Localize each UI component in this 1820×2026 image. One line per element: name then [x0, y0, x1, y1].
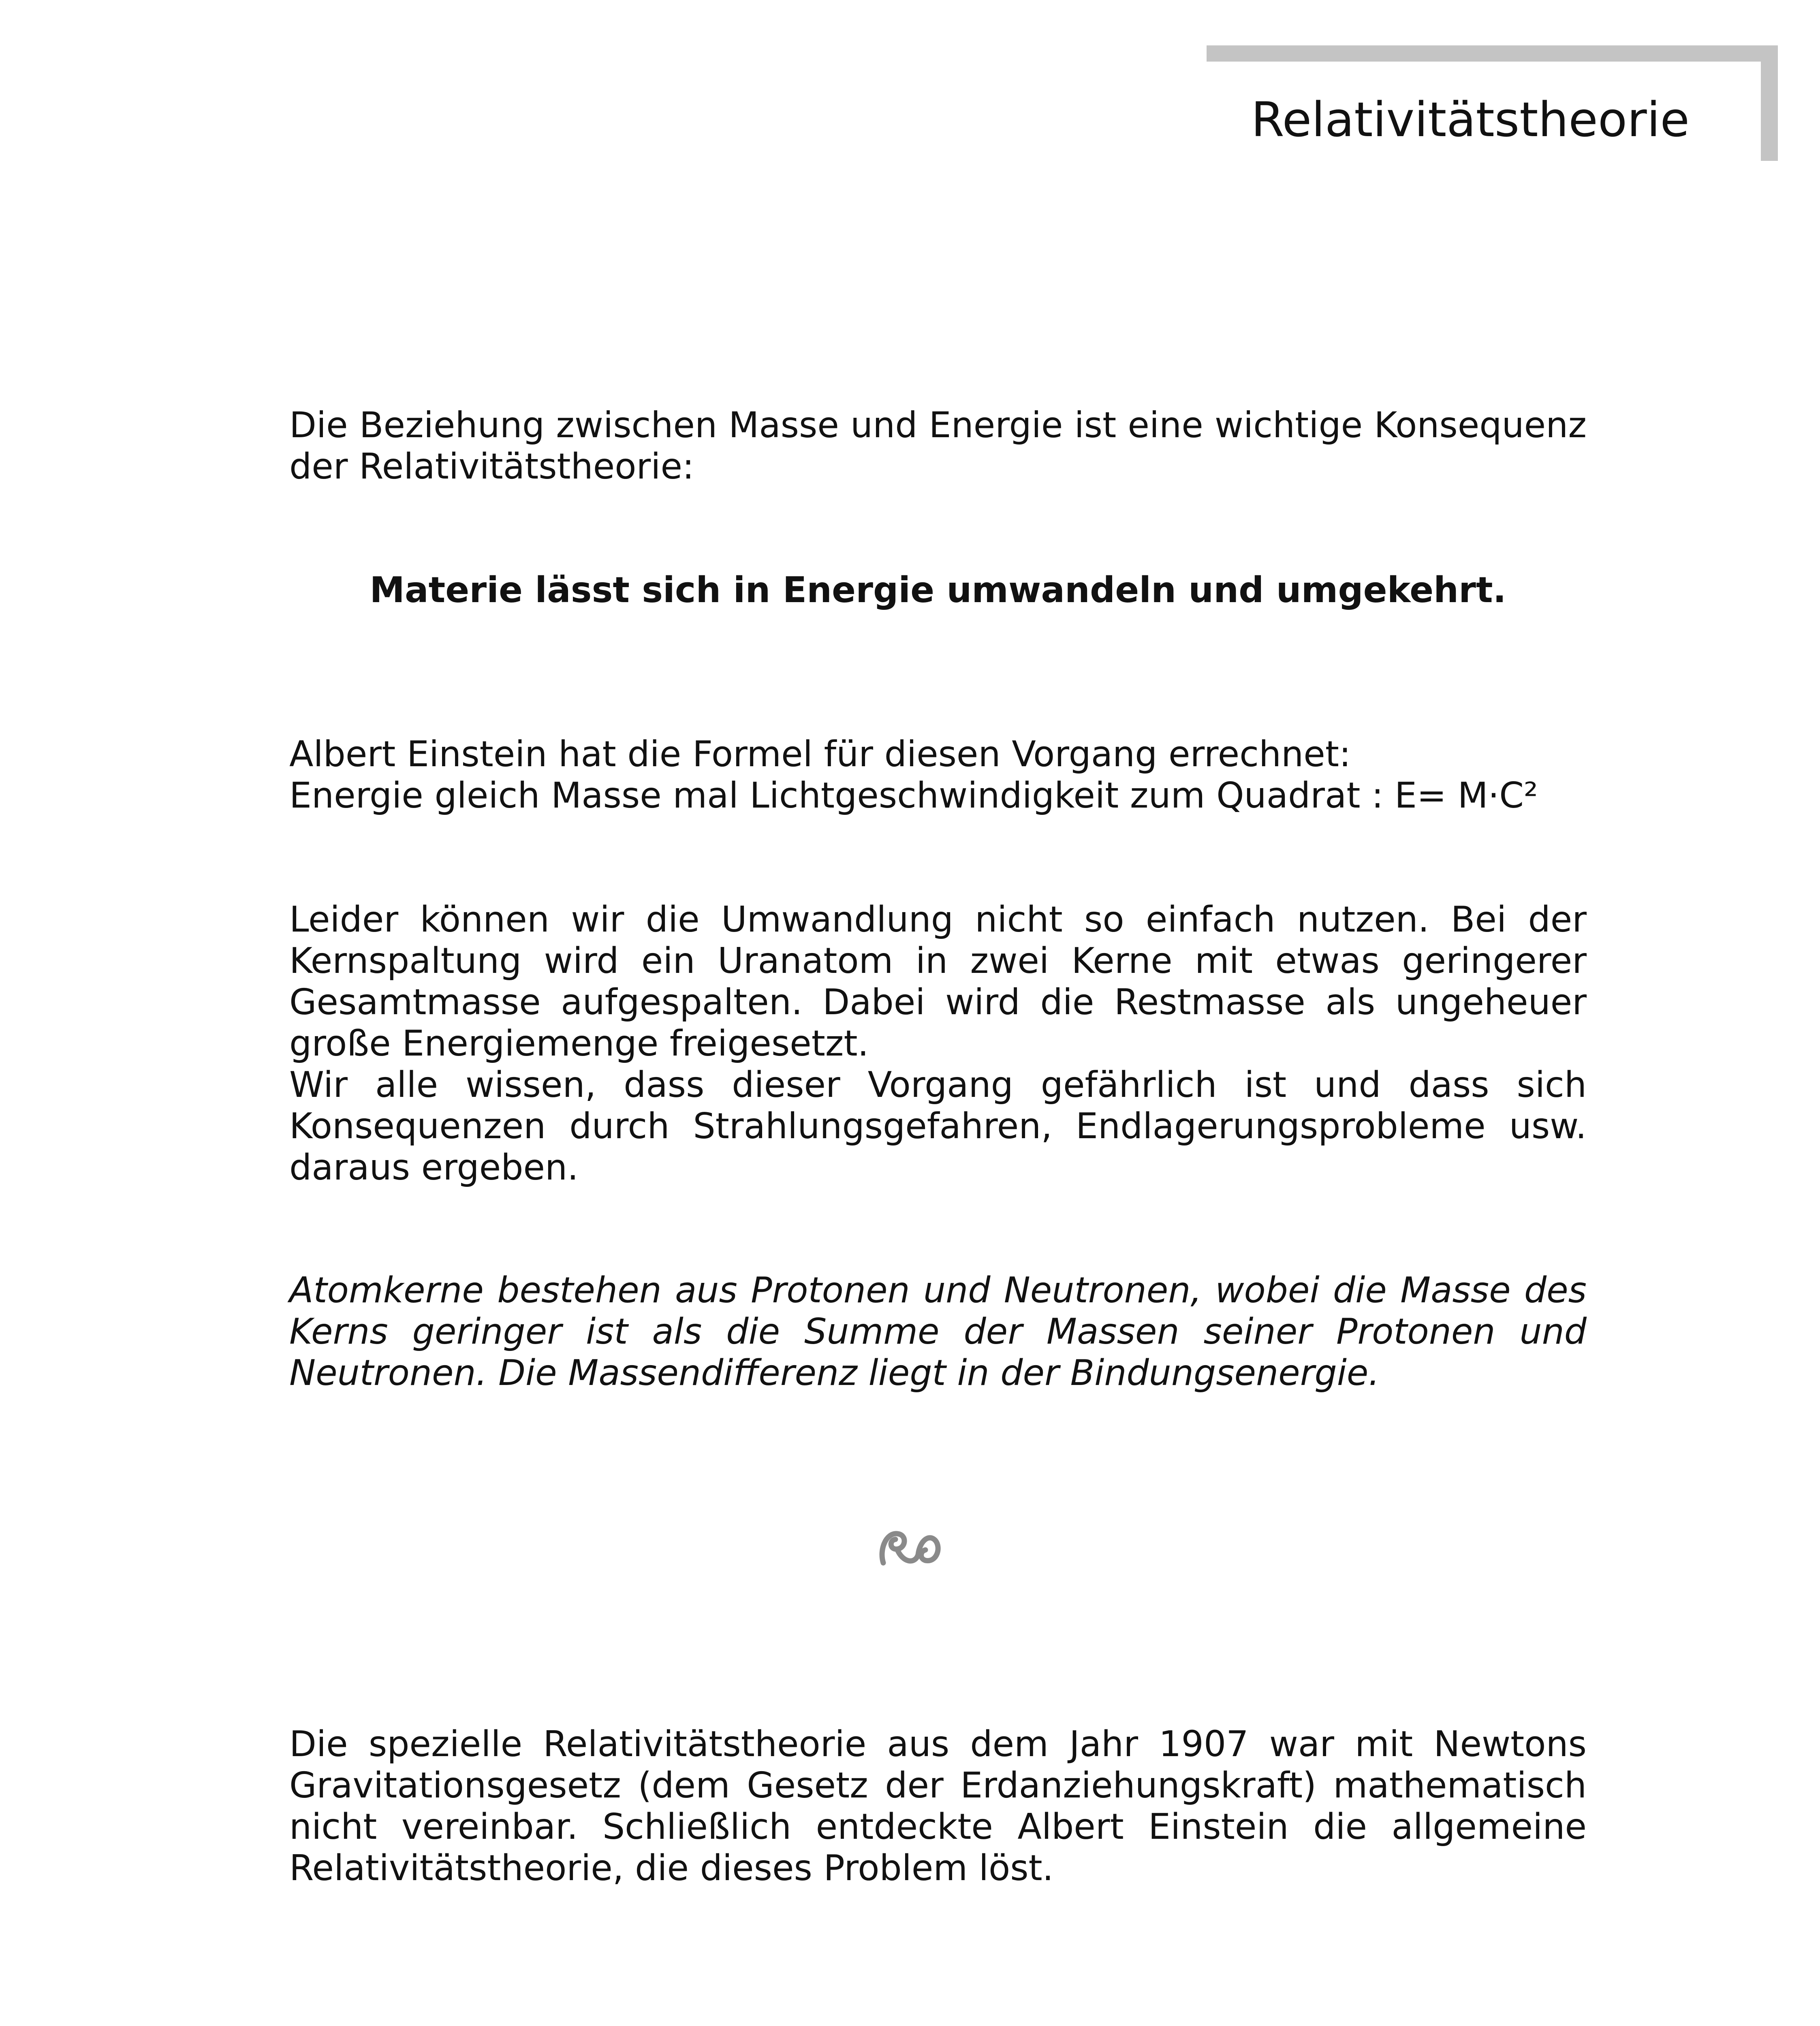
fission-paragraph: Leider können wir die Umwandlung nicht so einfach nutzen. Bei der Kernspaltung wird ein Uranatom in zwei Kerne mit etwas geringerer Gesamtmasse aufgespalten. Dabei wird die Restmasse als ungeheuer große Energiemenge freigesetzt.	[289, 899, 1587, 1064]
bold-statement-text: Materie lässt sich in Energie umwandeln und umgekehrt.	[370, 569, 1506, 611]
header-bar-right	[1761, 45, 1778, 161]
intro-text: Die Beziehung zwischen Masse und Energie ist eine wichtige Konsequenz der Relativitätstheorie:	[289, 404, 1587, 487]
formula-line-1: Albert Einstein hat die Formel für diesen Vorgang errechnet:	[289, 733, 1351, 775]
formula-block	[289, 733, 1587, 816]
nucleus-note	[289, 1269, 1587, 1393]
intro-paragraph	[289, 404, 1587, 487]
bold-statement	[289, 569, 1587, 611]
special-relativity-paragraph: Die spezielle Relativitätstheorie aus dem Jahr 1907 war mit Newtons Gravitationsgesetz (dem Gesetz der Erdanziehungskraft) mathematisch nicht vereinbar. Schließlich entdeckte Albert Einstein die allgemeine Relativitätstheorie, die dieses Problem löst.	[289, 1723, 1587, 1889]
fission-block	[289, 899, 1587, 1188]
chapter-title: Relativitätstheorie	[1251, 92, 1690, 147]
special-relativity-block	[289, 1723, 1587, 1889]
danger-paragraph: Wir alle wissen, dass dieser Vorgang gefährlich ist und dass sich Konsequenzen durch Strahlungsgefahren, Endlagerungsprobleme usw. daraus ergeben.	[289, 1064, 1587, 1188]
formula-line-2: Energie gleich Masse mal Lichtgeschwindigkeit zum Quadrat : E= M·C²	[289, 775, 1538, 816]
section-ornament	[0, 1526, 1820, 1570]
italic-paragraph: Atomkerne bestehen aus Protonen und Neutronen, wobei die Masse des Kerns geringer ist als die Summe der Massen seiner Protonen und Neutronen. Die Massendifferenz liegt in der Bindungsenergie.	[289, 1269, 1587, 1393]
section-ornament-icon	[878, 1526, 942, 1570]
header-bar-top	[1207, 45, 1778, 62]
